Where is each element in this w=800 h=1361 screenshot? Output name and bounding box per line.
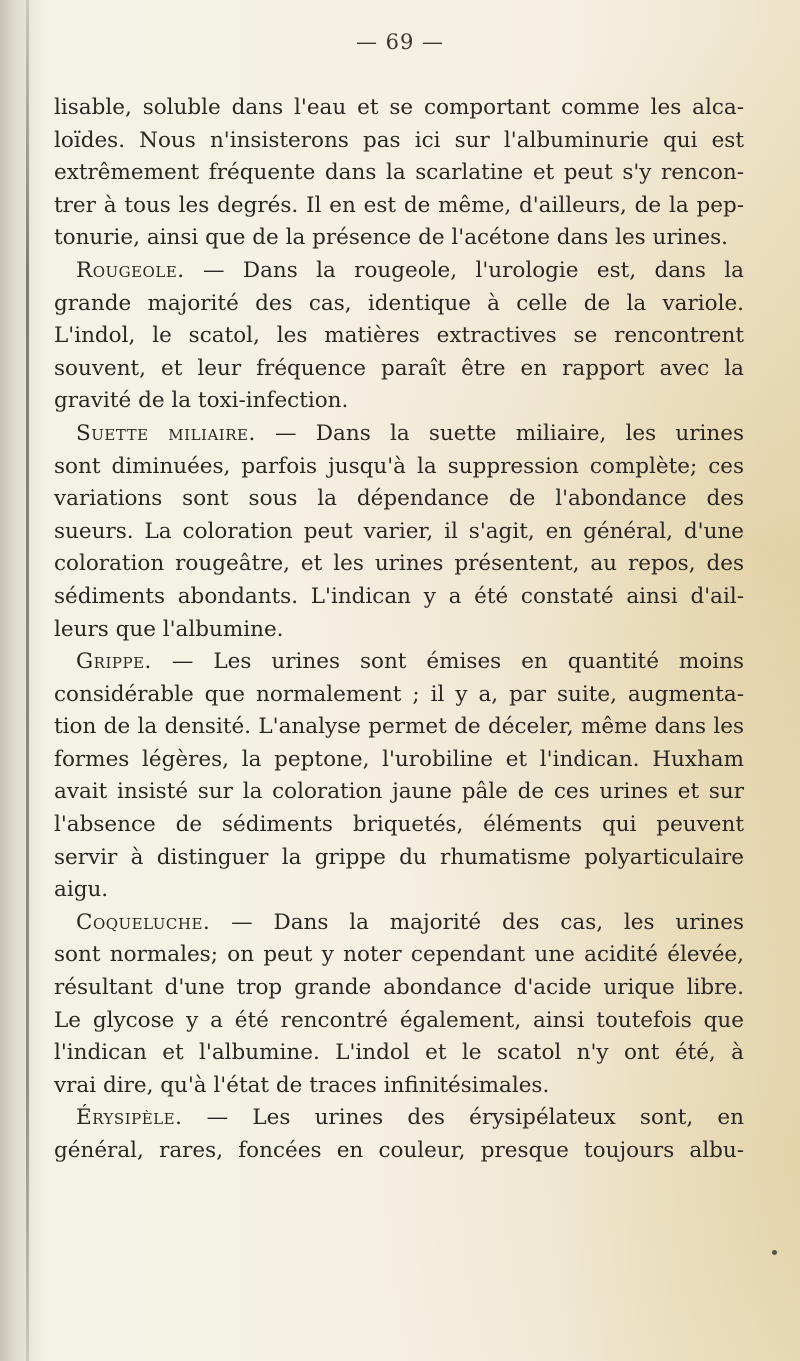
text-line — [54, 125, 744, 158]
line-text: gravité de la toxi-infection. — [54, 388, 349, 414]
line-text: L'indol, le scatol, les matières extractives se rencontrent — [54, 323, 744, 349]
paragraph-start-line — [54, 1102, 744, 1135]
section-heading: Grippe. — [76, 649, 152, 675]
paragraph-start-line — [54, 907, 744, 940]
line-text: — Les urines sont émises en quantité moins — [151, 649, 744, 675]
text-line — [54, 190, 744, 223]
text-line — [54, 1070, 744, 1103]
text-line — [54, 157, 744, 190]
text-line — [54, 874, 744, 907]
line-text: avait insisté sur la coloration jaune pâle de ces urines et sur — [54, 779, 744, 805]
text-line — [54, 353, 744, 386]
text-line — [54, 222, 744, 255]
text-line — [54, 288, 744, 321]
line-text: général, rares, foncées en couleur, presque toujours albu- — [54, 1138, 744, 1163]
text-line — [54, 939, 744, 972]
text-line — [54, 581, 744, 614]
text-line — [54, 842, 744, 875]
line-text: aigu. — [54, 877, 109, 903]
line-text: trer à tous les degrés. Il en est de même, d'ailleurs, de la pep- — [54, 192, 744, 218]
paragraph-start-line — [54, 646, 744, 679]
line-text: vrai dire, qu'à l'état de traces infinitésimales. — [54, 1072, 550, 1098]
paragraph-start-line — [54, 255, 744, 288]
text-line — [54, 744, 744, 777]
line-text: Le glycose y a été rencontré également, ainsi toutefois que — [54, 1007, 744, 1033]
text-line — [54, 972, 744, 1005]
section-heading: Rougeole. — [76, 257, 185, 283]
line-text: considérable que normalement ; il y a, par suite, augmenta- — [54, 681, 744, 707]
text-line — [54, 711, 744, 744]
line-text: l'absence de sédiments briquetés, éléments qui peuvent — [54, 812, 744, 838]
body-text — [54, 92, 744, 1168]
line-text: sueurs. La coloration peut varier, il s'agit, en général, d'une — [54, 518, 744, 544]
text-line — [54, 92, 744, 125]
print-speck — [772, 1250, 777, 1255]
line-text: grande majorité des cas, identique à celle de la variole. — [54, 290, 744, 316]
line-text: l'indican et l'albumine. L'indol et le scatol n'y ont été, à — [54, 1040, 744, 1066]
line-text: tonurie, ainsi que de la présence de l'acétone dans les urines. — [54, 225, 728, 251]
text-line — [54, 1135, 744, 1168]
section-heading: Suette miliaire. — [76, 420, 256, 446]
text-line — [54, 679, 744, 712]
line-text: souvent, et leur fréquence paraît être en rapport avec la — [54, 355, 744, 381]
line-text: lisable, soluble dans l'eau et se comportant comme les alca- — [54, 95, 744, 120]
text-line — [54, 809, 744, 842]
text-line — [54, 1037, 744, 1070]
text-line — [54, 451, 744, 484]
line-text: — Dans la majorité des cas, les urines — [210, 909, 744, 935]
section-heading: Érysipèle. — [76, 1105, 183, 1131]
page-number: — 69 — — [355, 30, 445, 54]
text-line — [54, 1005, 744, 1038]
line-text: sont diminuées, parfois jusqu'à la suppression complète; ces — [54, 453, 744, 479]
text-line — [54, 776, 744, 809]
line-text: coloration rougeâtre, et les urines présentent, au repos, des — [54, 551, 744, 577]
line-text: variations sont sous la dépendance de l'abondance des — [54, 486, 744, 512]
line-text: — Les urines des érysipélateux sont, en — [182, 1105, 744, 1131]
line-text: formes légères, la peptone, l'urobiline et l'indican. Huxham — [54, 746, 744, 772]
line-text: — Dans la rougeole, l'urologie est, dans la — [184, 257, 744, 283]
text-line — [54, 516, 744, 549]
line-text: extrêmement fréquente dans la scarlatine et peut s'y rencon- — [54, 160, 744, 186]
line-text: servir à distinguer la grippe du rhumatisme polyarticulaire — [54, 844, 744, 870]
line-text: sédiments abondants. L'indican y a été constaté ainsi d'ail- — [54, 583, 744, 609]
text-line — [54, 548, 744, 581]
text-line — [54, 320, 744, 353]
paragraph-start-line — [54, 418, 744, 451]
line-text: tion de la densité. L'analyse permet de déceler, même dans les — [54, 714, 744, 740]
line-text: résultant d'une trop grande abondance d'acide urique libre. — [54, 975, 744, 1001]
line-text: sont normales; on peut y noter cependant une acidité élevée, — [54, 942, 744, 968]
line-text: leurs que l'albumine. — [54, 616, 284, 642]
text-line — [54, 483, 744, 516]
line-text: — Dans la suette miliaire, les urines — [255, 420, 744, 446]
section-heading: Coqueluche. — [76, 909, 211, 935]
line-text: loïdes. Nous n'insisterons pas ici sur l'albuminurie qui est — [54, 127, 744, 153]
binding-shadow — [0, 0, 42, 1361]
text-line — [54, 385, 744, 418]
binding-line — [26, 0, 29, 1361]
text-line — [54, 614, 744, 647]
